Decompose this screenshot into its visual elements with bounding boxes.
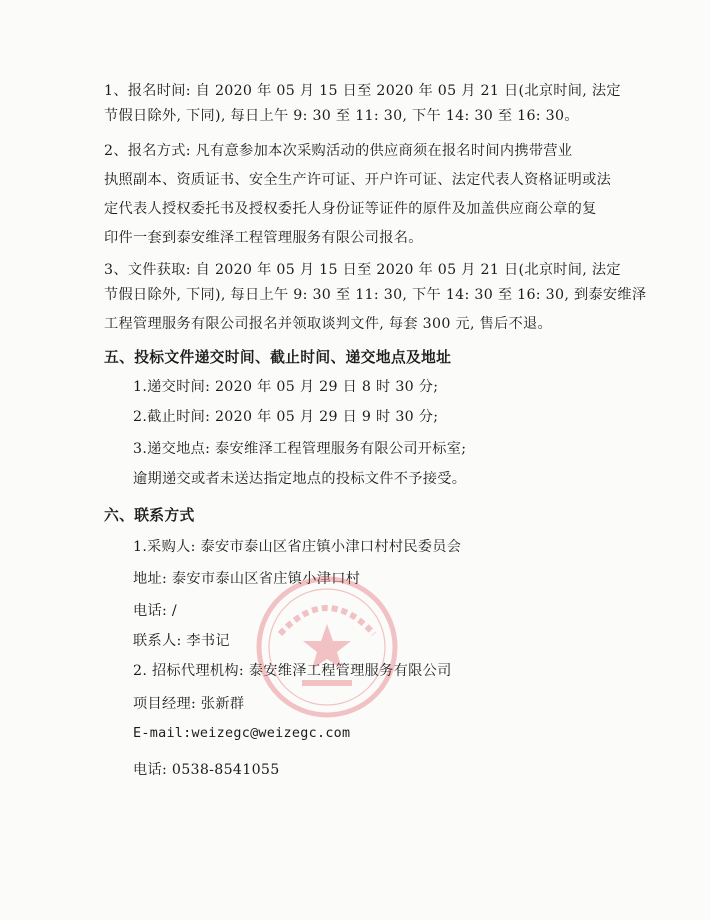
section6-phone2: 电话: 0538-8541055	[133, 762, 280, 778]
section5-item3: 3.递交地点: 泰安维泽工程管理服务有限公司开标室;	[133, 441, 467, 457]
section4-item2-line2: 执照副本、资质证书、安全生产许可证、开户许可证、法定代表人资格证明或法	[104, 172, 612, 188]
section6-manager: 项目经理: 张新群	[133, 696, 245, 712]
section5-heading: 五、投标文件递交时间、截止时间、递交地点及地址	[104, 349, 452, 366]
red-official-seal-icon	[252, 572, 402, 722]
section4-item2-line3: 定代表人授权委托书及授权委托人身份证等证件的原件及加盖供应商公章的复	[104, 201, 597, 217]
section6-address: 地址: 泰安市泰山区省庄镇小津口村	[133, 571, 361, 587]
section5-item2: 2.截止时间: 2020 年 05 月 29 日 9 时 30 分;	[133, 409, 439, 425]
section4-item2-line4: 印件一套到泰安维泽工程管理服务有限公司报名。	[104, 230, 423, 246]
section4-item3-line1: 3、文件获取: 自 2020 年 05 月 15 日至 2020 年 05 月 21 日(北京时间, 法定	[104, 262, 621, 278]
section6-contact: 联系人: 李书记	[133, 633, 230, 649]
section4-item3-line2: 节假日除外, 下同), 每日上午 9: 30 至 11: 30, 下午 14: 30 至 16: 30, 到泰安维泽	[104, 287, 647, 303]
section5-note: 逾期递交或者未送达指定地点的投标文件不予接受。	[133, 471, 467, 487]
section6-heading: 六、联系方式	[104, 507, 195, 524]
section6-agency: 2. 招标代理机构: 泰安维泽工程管理服务有限公司	[133, 663, 452, 679]
section4-item2-line1: 2、报名方式: 凡有意参加本次采购活动的供应商须在报名时间内携带营业	[104, 143, 573, 159]
section6-purchaser: 1.采购人: 泰安市泰山区省庄镇小津口村村民委员会	[133, 539, 462, 555]
section4-item3-line3: 工程管理服务有限公司报名并领取谈判文件, 每套 300 元, 售后不退。	[104, 316, 553, 332]
section4-item1-line2: 节假日除外, 下同), 每日上午 9: 30 至 11: 30, 下午 14: 30 至 16: 30。	[104, 108, 579, 124]
section5-item1: 1.递交时间: 2020 年 05 月 29 日 8 时 30 分;	[133, 379, 439, 395]
section6-email: E-mail:weizegc@weizegc.com	[133, 726, 351, 741]
section6-phone1: 电话: /	[133, 603, 177, 619]
section4-item1-line1: 1、报名时间: 自 2020 年 05 月 15 日至 2020 年 05 月 21 日(北京时间, 法定	[104, 83, 621, 99]
